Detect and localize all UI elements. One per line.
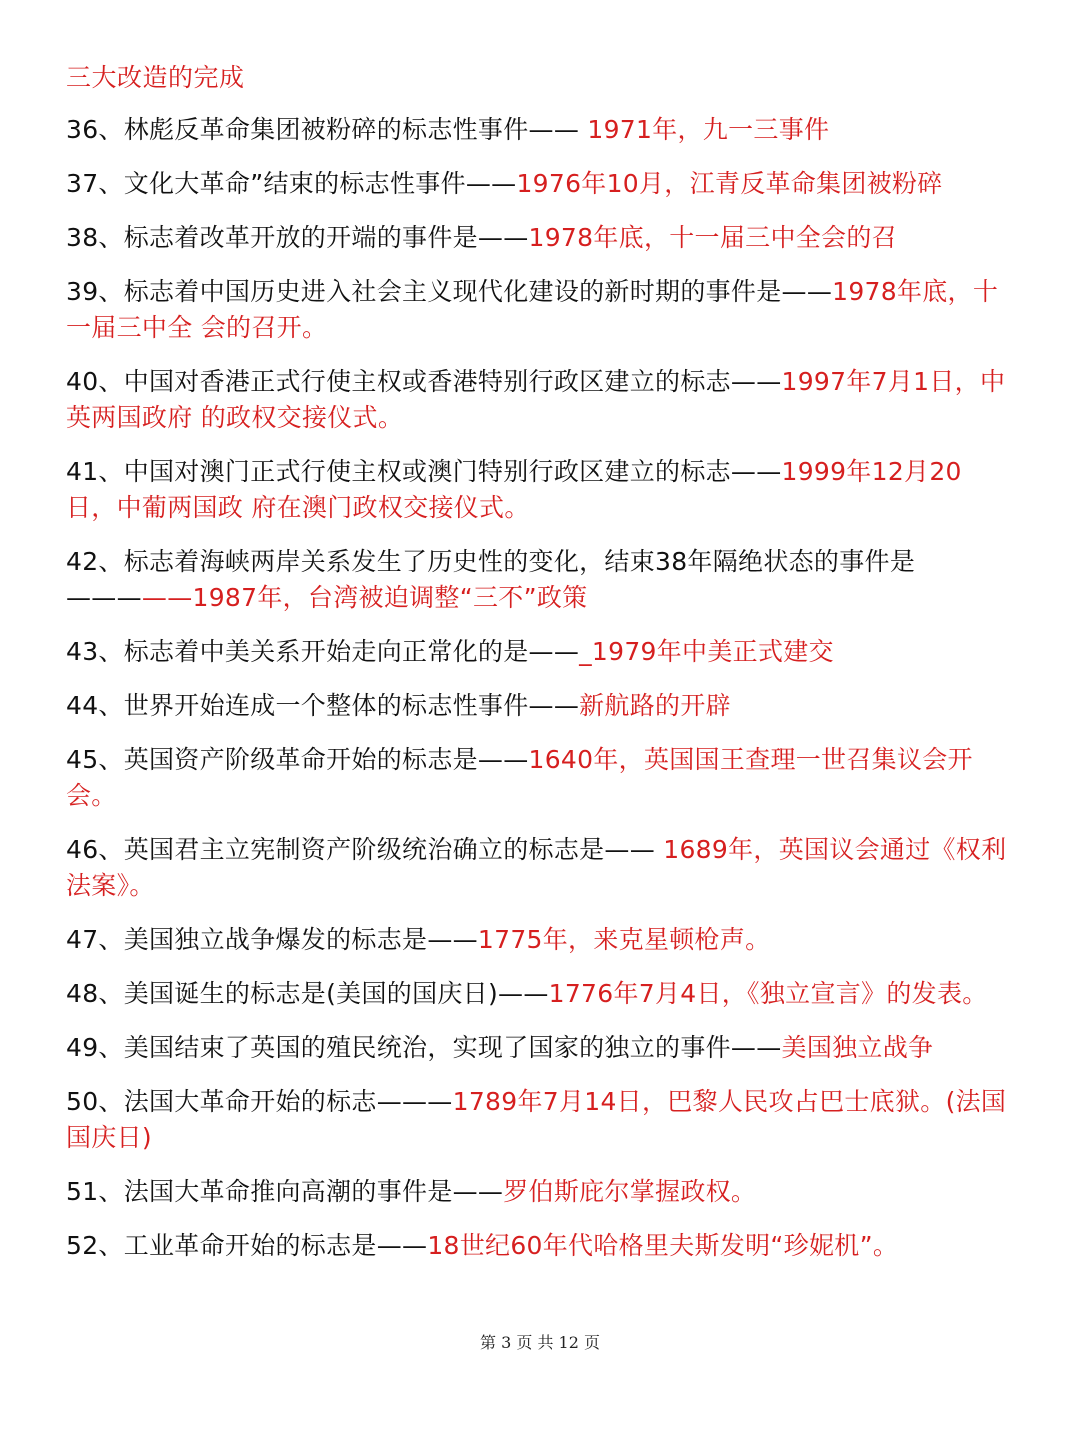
item-answer: 1640年，英国国王查理一世召集议会开会。 — [66, 745, 973, 810]
list-item — [66, 634, 1012, 670]
item-answer: 1976年10月，江青反革命集团被粉碎 — [516, 169, 943, 198]
item-answer: 1971年，九一三事件 — [587, 115, 830, 144]
document-body — [66, 58, 1012, 1282]
item-question: 46、英国君主立宪制资产阶级统治确立的标志是—— — [66, 835, 664, 864]
list-item — [66, 454, 1012, 526]
list-item — [66, 364, 1012, 436]
list-item — [66, 922, 1012, 958]
list-item — [66, 274, 1012, 346]
item-question: 43、标志着中美关系开始走向正常化的是—— — [66, 637, 580, 666]
item-answer: 1775年，来克星顿枪声。 — [477, 925, 771, 954]
list-item — [66, 1030, 1012, 1066]
item-question: 41、中国对澳门正式行使主权或澳门特别行政区建立的标志—— — [66, 457, 782, 486]
section-title: 三大改造的完成 — [66, 63, 245, 92]
list-item — [66, 1228, 1012, 1264]
item-answer: 1776年7月4日，《独立宣言》的发表。 — [548, 979, 988, 1008]
list-item — [66, 1174, 1012, 1210]
item-answer: 罗伯斯庇尔掌握政权。 — [503, 1177, 757, 1206]
list-item — [66, 832, 1012, 904]
item-question: 49、美国结束了英国的殖民统治，实现了国家的独立的事件—— — [66, 1033, 782, 1062]
item-answer: 1997年7月1日，中英两国政府 的政权交接仪式。 — [66, 367, 1006, 432]
item-answer: _1979年中美正式建交 — [579, 637, 834, 666]
item-question: 50、法国大革命开始的标志——— — [66, 1087, 453, 1116]
item-answer: 1999年12月20日，中葡两国政 府在澳门政权交接仪式。 — [66, 457, 962, 522]
item-answer: 1689年，英国议会通过《权利法案》。 — [66, 835, 1007, 900]
item-answer: 1789年7月14日，巴黎人民攻占巴士底狱。(法国国庆日) — [66, 1087, 1007, 1152]
item-question: 40、中国对香港正式行使主权或香港特别行政区建立的标志—— — [66, 367, 782, 396]
item-list — [66, 112, 1012, 1264]
item-question: 36、林彪反革命集团被粉碎的标志性事件—— — [66, 115, 588, 144]
item-question: 45、英国资产阶级革命开始的标志是—— — [66, 745, 529, 774]
item-question: 38、标志着改革开放的开端的事件是—— — [66, 223, 529, 252]
list-item — [66, 742, 1012, 814]
list-item — [66, 976, 1012, 1012]
item-question: 42、标志着海峡两岸关系发生了历史性的变化，结束38年隔绝状态的事件是——— — [66, 547, 916, 612]
list-item — [66, 220, 1012, 256]
item-question: 47、美国独立战争爆发的标志是—— — [66, 925, 478, 954]
item-answer: 18世纪60年代哈格里夫斯发明“珍妮机”。 — [427, 1231, 899, 1260]
list-item — [66, 544, 1012, 616]
list-item — [66, 166, 1012, 202]
item-question: 39、标志着中国历史进入社会主义现代化建设的新时期的事件是—— — [66, 277, 833, 306]
item-question: 51、法国大革命推向高潮的事件是—— — [66, 1177, 504, 1206]
item-answer: 1978年底，十一届三中全会的召 — [528, 223, 897, 252]
list-item — [66, 1084, 1012, 1156]
item-question: 48、美国诞生的标志是(美国的国庆日)—— — [66, 979, 549, 1008]
item-answer: 美国独立战争 — [781, 1033, 934, 1062]
page-footer: 第 3 页 共 12 页 — [480, 1333, 600, 1352]
item-question: 52、工业革命开始的标志是—— — [66, 1231, 428, 1260]
item-answer: ——1987年，台湾被迫调整“三不”政策 — [141, 583, 588, 612]
item-answer: 新航路的开辟 — [579, 691, 731, 720]
item-question: 44、世界开始连成一个整体的标志性事件—— — [66, 691, 580, 720]
item-question: 37、文化大革命”结束的标志性事件—— — [66, 169, 517, 198]
list-item — [66, 112, 1012, 148]
item-answer: 1978年底，十一届三中全 会的召开。 — [66, 277, 999, 342]
list-item — [66, 688, 1012, 724]
